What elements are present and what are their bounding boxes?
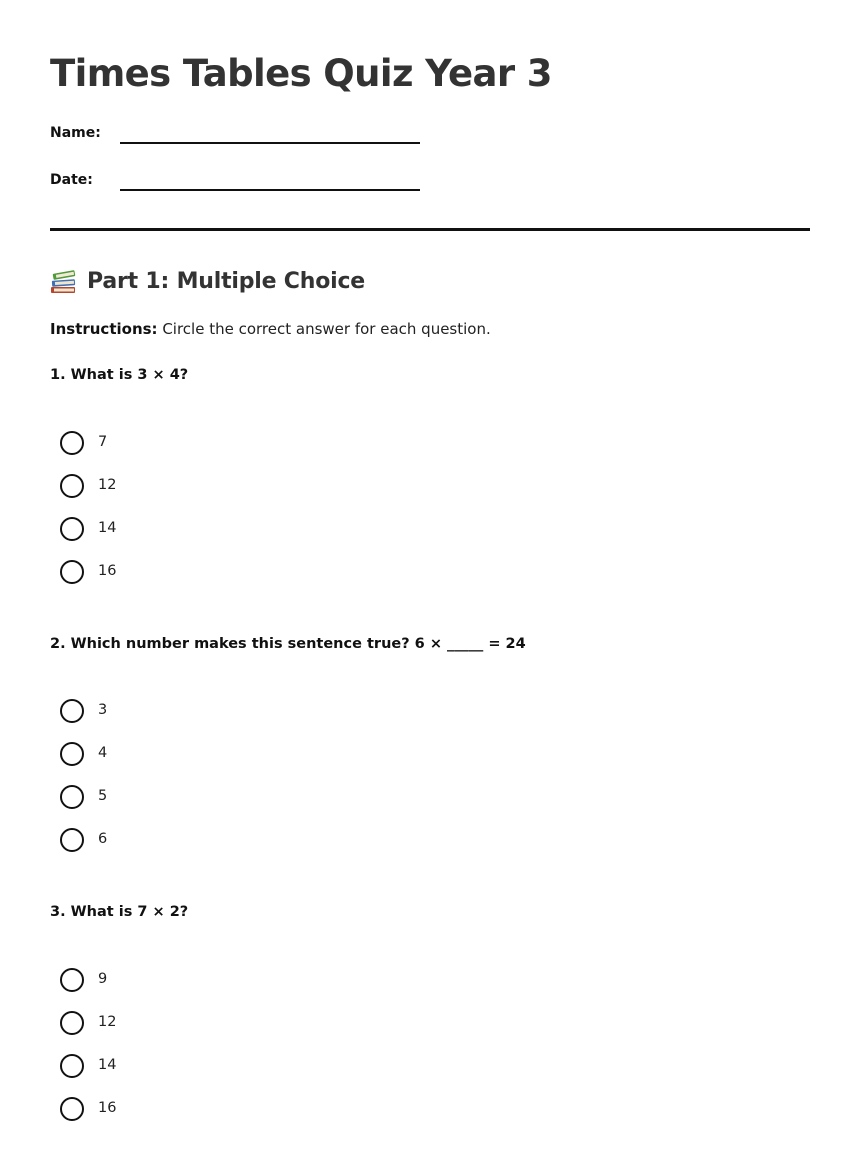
radio-circle[interactable] [60, 785, 84, 809]
option-label: 14 [98, 520, 117, 536]
section-title: Part 1: Multiple Choice [87, 269, 366, 294]
option-label: 5 [98, 788, 108, 804]
option-label: 16 [98, 563, 117, 579]
date-label: Date: [50, 172, 93, 188]
option-label: 3 [98, 702, 108, 718]
q2-option-a[interactable] [60, 699, 360, 725]
option-label: 12 [98, 477, 117, 493]
name-input-line[interactable] [120, 142, 420, 144]
radio-circle[interactable] [60, 1054, 84, 1078]
date-input-line[interactable] [120, 189, 420, 191]
radio-circle[interactable] [60, 968, 84, 992]
option-label: 7 [98, 434, 108, 450]
q1-option-c[interactable] [60, 517, 360, 543]
q1-option-d[interactable] [60, 560, 360, 586]
books-icon [50, 269, 78, 295]
radio-circle[interactable] [60, 517, 84, 541]
radio-circle[interactable] [60, 828, 84, 852]
option-label: 12 [98, 1014, 117, 1030]
option-label: 16 [98, 1100, 117, 1116]
name-label: Name: [50, 125, 101, 141]
question-2: 2. Which number makes this sentence true? 6 × _____ = 24 [50, 636, 526, 652]
option-label: 9 [98, 971, 108, 987]
section-divider [50, 228, 810, 231]
q1-option-b[interactable] [60, 474, 360, 500]
question-1: 1. What is 3 × 4? [50, 367, 189, 383]
radio-circle[interactable] [60, 1011, 84, 1035]
option-label: 14 [98, 1057, 117, 1073]
option-label: 4 [98, 745, 108, 761]
q2-option-c[interactable] [60, 785, 360, 811]
instructions-text: Circle the correct answer for each question. [157, 320, 491, 338]
q3-option-d[interactable] [60, 1097, 360, 1123]
radio-circle[interactable] [60, 560, 84, 584]
q3-option-c[interactable] [60, 1054, 360, 1080]
q2-option-b[interactable] [60, 742, 360, 768]
question-3: 3. What is 7 × 2? [50, 904, 189, 920]
radio-circle[interactable] [60, 699, 84, 723]
instructions [50, 319, 491, 339]
radio-circle[interactable] [60, 742, 84, 766]
q1-option-a[interactable] [60, 431, 360, 457]
q3-option-a[interactable] [60, 968, 360, 994]
radio-circle[interactable] [60, 431, 84, 455]
date-field [50, 165, 450, 195]
radio-circle[interactable] [60, 1097, 84, 1121]
q2-option-d[interactable] [60, 828, 360, 854]
page-title: Times Tables Quiz Year 3 [50, 52, 552, 95]
name-field [50, 118, 450, 148]
option-label: 6 [98, 831, 108, 847]
radio-circle[interactable] [60, 474, 84, 498]
instructions-lead: Instructions: [50, 320, 158, 338]
q3-option-b[interactable] [60, 1011, 360, 1037]
